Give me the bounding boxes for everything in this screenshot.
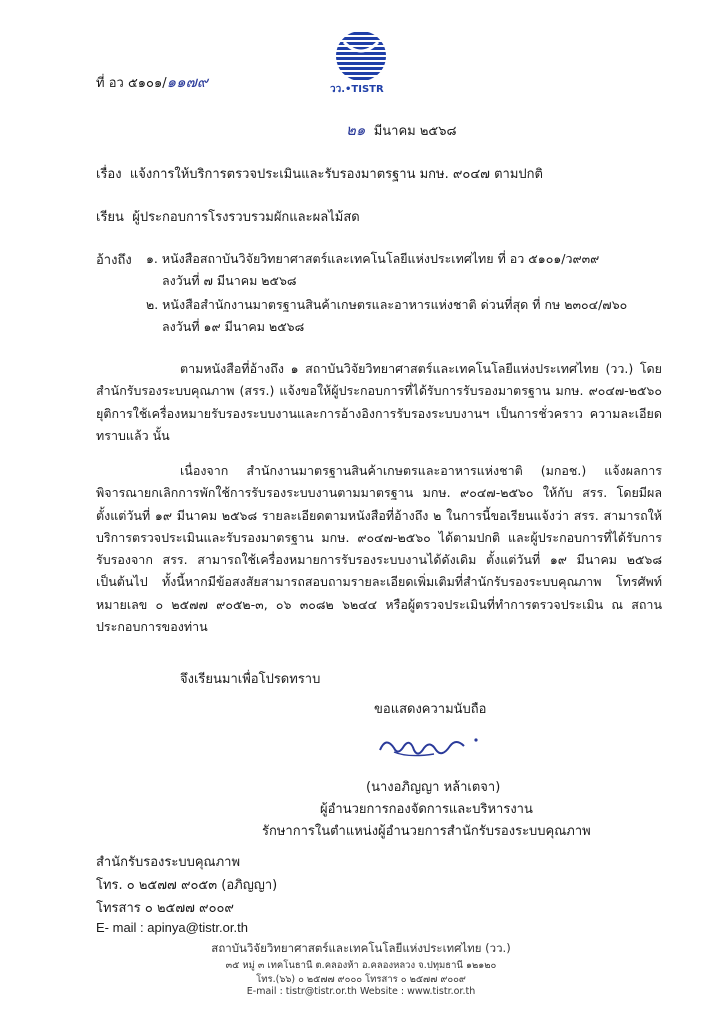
signature-scribble (374, 728, 484, 768)
references-label: อ้างถึง (96, 253, 132, 268)
recipient-line (96, 206, 360, 227)
subject-label: เรื่อง (96, 167, 122, 182)
reference-1-line1: ๑. หนังสือสถาบันวิจัยวิทยาศาสตร์และเทคโนโลยีแห่งประเทศไทย ที่ อว ๕๑๐๑/ว๙๓๙ (146, 251, 600, 266)
document-number-handwritten: ๑๑๗๙ (166, 73, 208, 91)
recipient-label: เรียน (96, 210, 124, 225)
body-paragraph-1: ตามหนังสือที่อ้างถึง ๑ สถาบันวิจัยวิทยาศาสตร์และเทคโนโลยีแห่งประเทศไทย (วว.) โดยสำนักรับรองระบบคุณภาพ (สรร.) แจ้งขอให้ผู้ประกอบการที่ได้รับการรับรองมาตรฐาน มกษ. ๙๐๔๗-๒๕๖๐ ยุติการใช้เครื่องหมายรับรองระบบงานและการอ้างอิงการรับรองระบบงานฯ เป็นการชั่วคราว ความละเอียดทราบแล้ว นั้น (96, 361, 662, 443)
footer-phone: โทร.(๖๖) ๐ ๒๕๗๗ ๙๐๐๐ โทรสาร ๐ ๒๕๗๗ ๙๐๐๙ (256, 974, 466, 985)
signer-acting-position: รักษาการในตำแหน่งผู้อำนวยการสำนักรับรองระบบคุณภาพ (262, 824, 591, 839)
footer-address: ๓๕ หมู่ ๓ เทคโนธานี ต.คลองห้า อ.คลองหลวง จ.ปทุมธานี ๑๒๑๒๐ (225, 960, 497, 971)
signature (374, 728, 484, 771)
signer-name: (นางอภิญญา หล้าเตจา) (366, 780, 501, 795)
contact-office: สำนักรับรองระบบคุณภาพ (96, 855, 241, 870)
recipient-text: ผู้ประกอบการโรงรวบรวมผักและผลไม้สด (132, 210, 360, 225)
regards-line: ขอแสดงความนับถือ (374, 702, 487, 717)
logo-text: วว.•TISTR (330, 84, 384, 95)
document-number-prefix: ที่ อว ๕๑๐๑/ (96, 76, 167, 91)
closing-line: จึงเรียนมาเพื่อโปรดทราบ (180, 672, 321, 687)
contact-email: E- mail : apinya@tistr.or.th (96, 920, 248, 935)
date-day-handwritten: ๒๑ (346, 121, 366, 139)
reference-2-line2: ลงวันที่ ๑๙ มีนาคม ๒๕๖๘ (162, 319, 305, 334)
footer-web: E-mail : tistr@tistr.or.th Website : www.tistr.or.th (246, 986, 476, 997)
contact-tel: โทร. ๐ ๒๕๗๗ ๙๐๕๓ (อภิญญา) (96, 878, 278, 893)
reference-1-line2: ลงวันที่ ๗ มีนาคม ๒๕๖๘ (162, 273, 297, 288)
subject-line (96, 163, 543, 184)
document-number (96, 70, 208, 94)
contact-fax: โทรสาร ๐ ๒๕๗๗ ๙๐๐๙ (96, 901, 234, 916)
footer-organization: สถาบันวิจัยวิทยาศาสตร์และเทคโนโลยีแห่งประเทศไทย (วว.) (211, 941, 511, 955)
body-paragraph-2: เนื่องจาก สำนักงานมาตรฐานสินค้าเกษตรและอาหารแห่งชาติ (มกอช.) แจ้งผลการพิจารณายกเลิกการพักใช้การรับรองระบบงานตามมาตรฐาน มกษ. ๙๐๔๗-๒๕๖๐ ให้กับ สรร. โดยมีผลตั้งแต่วันที่ ๑๙ มีนาคม ๒๕๖๘ รายละเอียดตามหนังสือที่อ้างถึง ๒ ในการนี้ขอเรียนแจ้งว่า สรร. สามารถให้บริการตรวจประเมินและรับรองมาตรฐาน มกษ. ๙๐๔๗-๒๕๖๐ ได้ตามปกติ และผู้ประกอบการที่ได้รับการรับรองจาก สรร. สามารถใช้เครื่องหมายการรับรองระบบงานได้ดังเดิม ตั้งแต่วันที่ ๑๙ มีนาคม ๒๕๖๘ เป็นต้นไป ทั้งนี้หากมีข้อสงสัยสามารถสอบถามรายละเอียดเพิ่มเติมที่สำนักรับรองระบบคุณภาพ โทรศัพท์หมายเลข ๐ ๒๕๗๗ ๙๐๕๒-๓, ๐๖ ๓๐๘๒ ๖๒๔๔ หรือผู้ตรวจประเมินที่ทำการตรวจประเมิน ณ สถานประกอบการของท่าน (96, 463, 662, 635)
signer-position: ผู้อำนวยการกองจัดการและบริหารงาน (320, 802, 533, 817)
subject-text: แจ้งการให้บริการตรวจประเมินและรับรองมาตรฐาน มกษ. ๙๐๔๗ ตามปกติ (129, 167, 543, 182)
tistr-logo (326, 30, 396, 96)
date-month-year: มีนาคม ๒๕๖๘ (373, 124, 457, 139)
reference-2-line1: ๒. หนังสือสำนักงานมาตรฐานสินค้าเกษตรและอาหารแห่งชาติ ด่วนที่สุด ที่ กษ ๒๓๐๔/๗๖๐ (146, 297, 628, 312)
document-date (346, 118, 457, 142)
